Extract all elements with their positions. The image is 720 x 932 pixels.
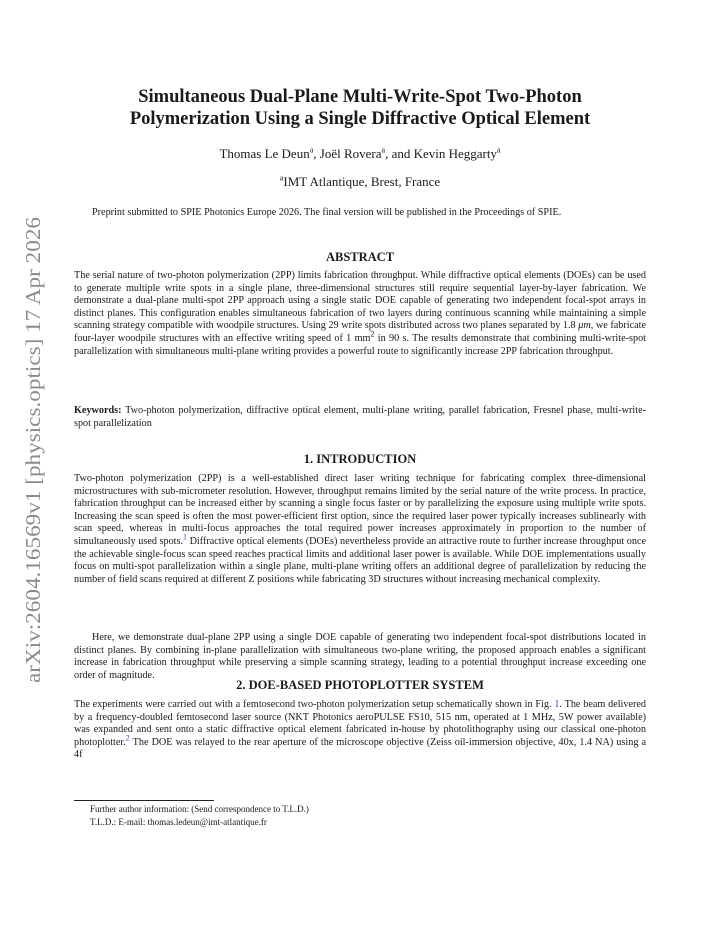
abstract-part-2: , we fabricate four-layer woodpile structures with an effective writing speed of 1 mm [74, 320, 646, 344]
preprint-note: Preprint submitted to SPIE Photonics Europe 2026. The final version will be published in the Proceedings of SPIE. [92, 207, 562, 218]
section2-part-a: The experiments were carried out with a femtosecond two-photon polymerization setup schematically shown in Fig. [74, 699, 555, 710]
author-affiliation-mark: a [381, 145, 386, 155]
abstract-superscript: 2 [370, 329, 375, 339]
intro-paragraph-2: Here, we demonstrate dual-plane 2PP using a single DOE capable of generating two independent focal-spot distributions located in distinct planes. By combining in-plane parallelization with simultaneous two-plane writing, the proposed approach enables a significant increase in fabrication throughput while preserving a simple scanning strategy, leading to a potential throughput increase exceeding one order of magnitude. [74, 632, 646, 681]
keywords-label: Keywords: [74, 405, 122, 416]
abstract-text [74, 270, 646, 358]
intro-p1-part-a: Two-photon polymerization (2PP) is a well-established direct laser writing technique for fabricating complex three-dimensional microstructures with sub-micrometer resolution. However, throughput remains limited by the serial nature of the write process. In practice, fabrication throughput can be increased either by scanning a single focus faster or by parallelizing the exposure using multiple write spots. Increasing the scan speed is often the most power-efficient first option, since the required laser power typically increases sublinearly with scan speed, whereas in multi-focus approaches the total required power increases approximately in proportion to the number of simultaneously used spots. [74, 473, 646, 547]
footnote-rule [74, 800, 214, 801]
author-affiliation-mark: a [496, 145, 501, 155]
affiliation-mark: a [279, 173, 284, 183]
citation-ref[interactable]: 1 [183, 532, 187, 542]
abstract-heading: ABSTRACT [325, 250, 395, 264]
section2-part-c: The DOE was relayed to the rear aperture of the microscope objective (Zeiss oil-immersion objective, 40x, 1.4 NA) using a 4f [74, 736, 646, 761]
intro-p1-part-b: Diffractive optical elements (DOEs) nevertheless provide an attractive route to further increase throughput once the achievable single-focus scan speed reaches practical limits and additional laser power is available. While DOE implementations usually focus on multi-spot parallelization within a single plane, multi-plane writing offers an additional degree of parallelization by reducing the number of field scans required at different Z positions while fabricating 3D structures without increasing mechanical complexity. [74, 535, 646, 585]
footnote-author-info: Further author information: (Send correspondence to T.L.D.) [90, 804, 309, 814]
arxiv-id: arXiv:2604.16569v1 [physics.optics] 17 Apr 2026 [21, 250, 45, 683]
affiliation-text: IMT Atlantique, Brest, France [283, 174, 441, 189]
section-1-heading: 1. INTRODUCTION [303, 452, 417, 466]
keywords [74, 405, 646, 430]
affiliation [74, 174, 646, 190]
title-line-1: Simultaneous Dual-Plane Multi-Write-Spot Two-Photon [138, 87, 582, 107]
abstract-part-3: in 90 s. The results demonstrate that combining multi-write-spot parallelization with simultaneous multi-plane writing provides a powerful route to significantly increase 2PP fabrication throughput. [74, 332, 646, 357]
paper-title [74, 86, 646, 130]
arxiv-sidebar-stamp [8, 215, 54, 685]
author-name: Joël Rovera [319, 146, 382, 161]
figure-ref-link[interactable]: 1 [554, 699, 560, 710]
author-affiliation-mark: a [309, 145, 314, 155]
author-list [74, 146, 646, 162]
author-separator: , [385, 146, 392, 161]
section2-part-b: . The beam delivered by a frequency-doubled femtosecond laser source (NKT Photonics aeroPULSE FS10, 515 nm, operated at 1 MHz, 5W power available) was expanded and sent onto a static diffractive optical element fabricated in-house by photolithography using our classical one-photon photoplotter. [74, 699, 647, 748]
section-2-paragraph [74, 699, 646, 762]
keywords-text: Two-photon polymerization, diffractive optical element, multi-plane writing, parallel fabrication, Fresnel phase, multi-write-spot parallelization [74, 405, 646, 429]
title-line-2: Polymerization Using a Single Diffractive Optical Element [129, 109, 591, 129]
author-separator: , [313, 146, 320, 161]
author-name: and Kevin Heggarty [391, 146, 497, 161]
arxiv-stamp-svg [8, 215, 54, 685]
intro-paragraph-1 [74, 473, 646, 586]
abstract-part-1: The serial nature of two-photon polymerization (2PP) limits fabrication throughput. While diffractive optical elements (DOEs) can be used to generate multiple write spots in a single plane, three-dimensional structures still require sequential layer-by-layer fabrication. We demonstrate a dual-plane multi-spot 2PP approach using a single static DOE capable of generating two independent focal-spot arrays in distinct planes. This configuration enables simultaneous fabrication of two layers during continuous scanning while maintaining a simple scanning strategy compatible with woodpile structures. Using 29 write spots distributed across two planes separated by 1.8 [74, 270, 646, 332]
author-name: Thomas Le Deun [219, 146, 310, 161]
section-2-heading: 2. DOE-BASED PHOTOPLOTTER SYSTEM [236, 678, 484, 692]
citation-ref[interactable]: 2 [125, 733, 130, 743]
footnote-email: T.L.D.: E-mail: thomas.ledeun@imt-atlantique.fr [90, 817, 267, 827]
abstract-unit-mu: μm [578, 320, 591, 332]
